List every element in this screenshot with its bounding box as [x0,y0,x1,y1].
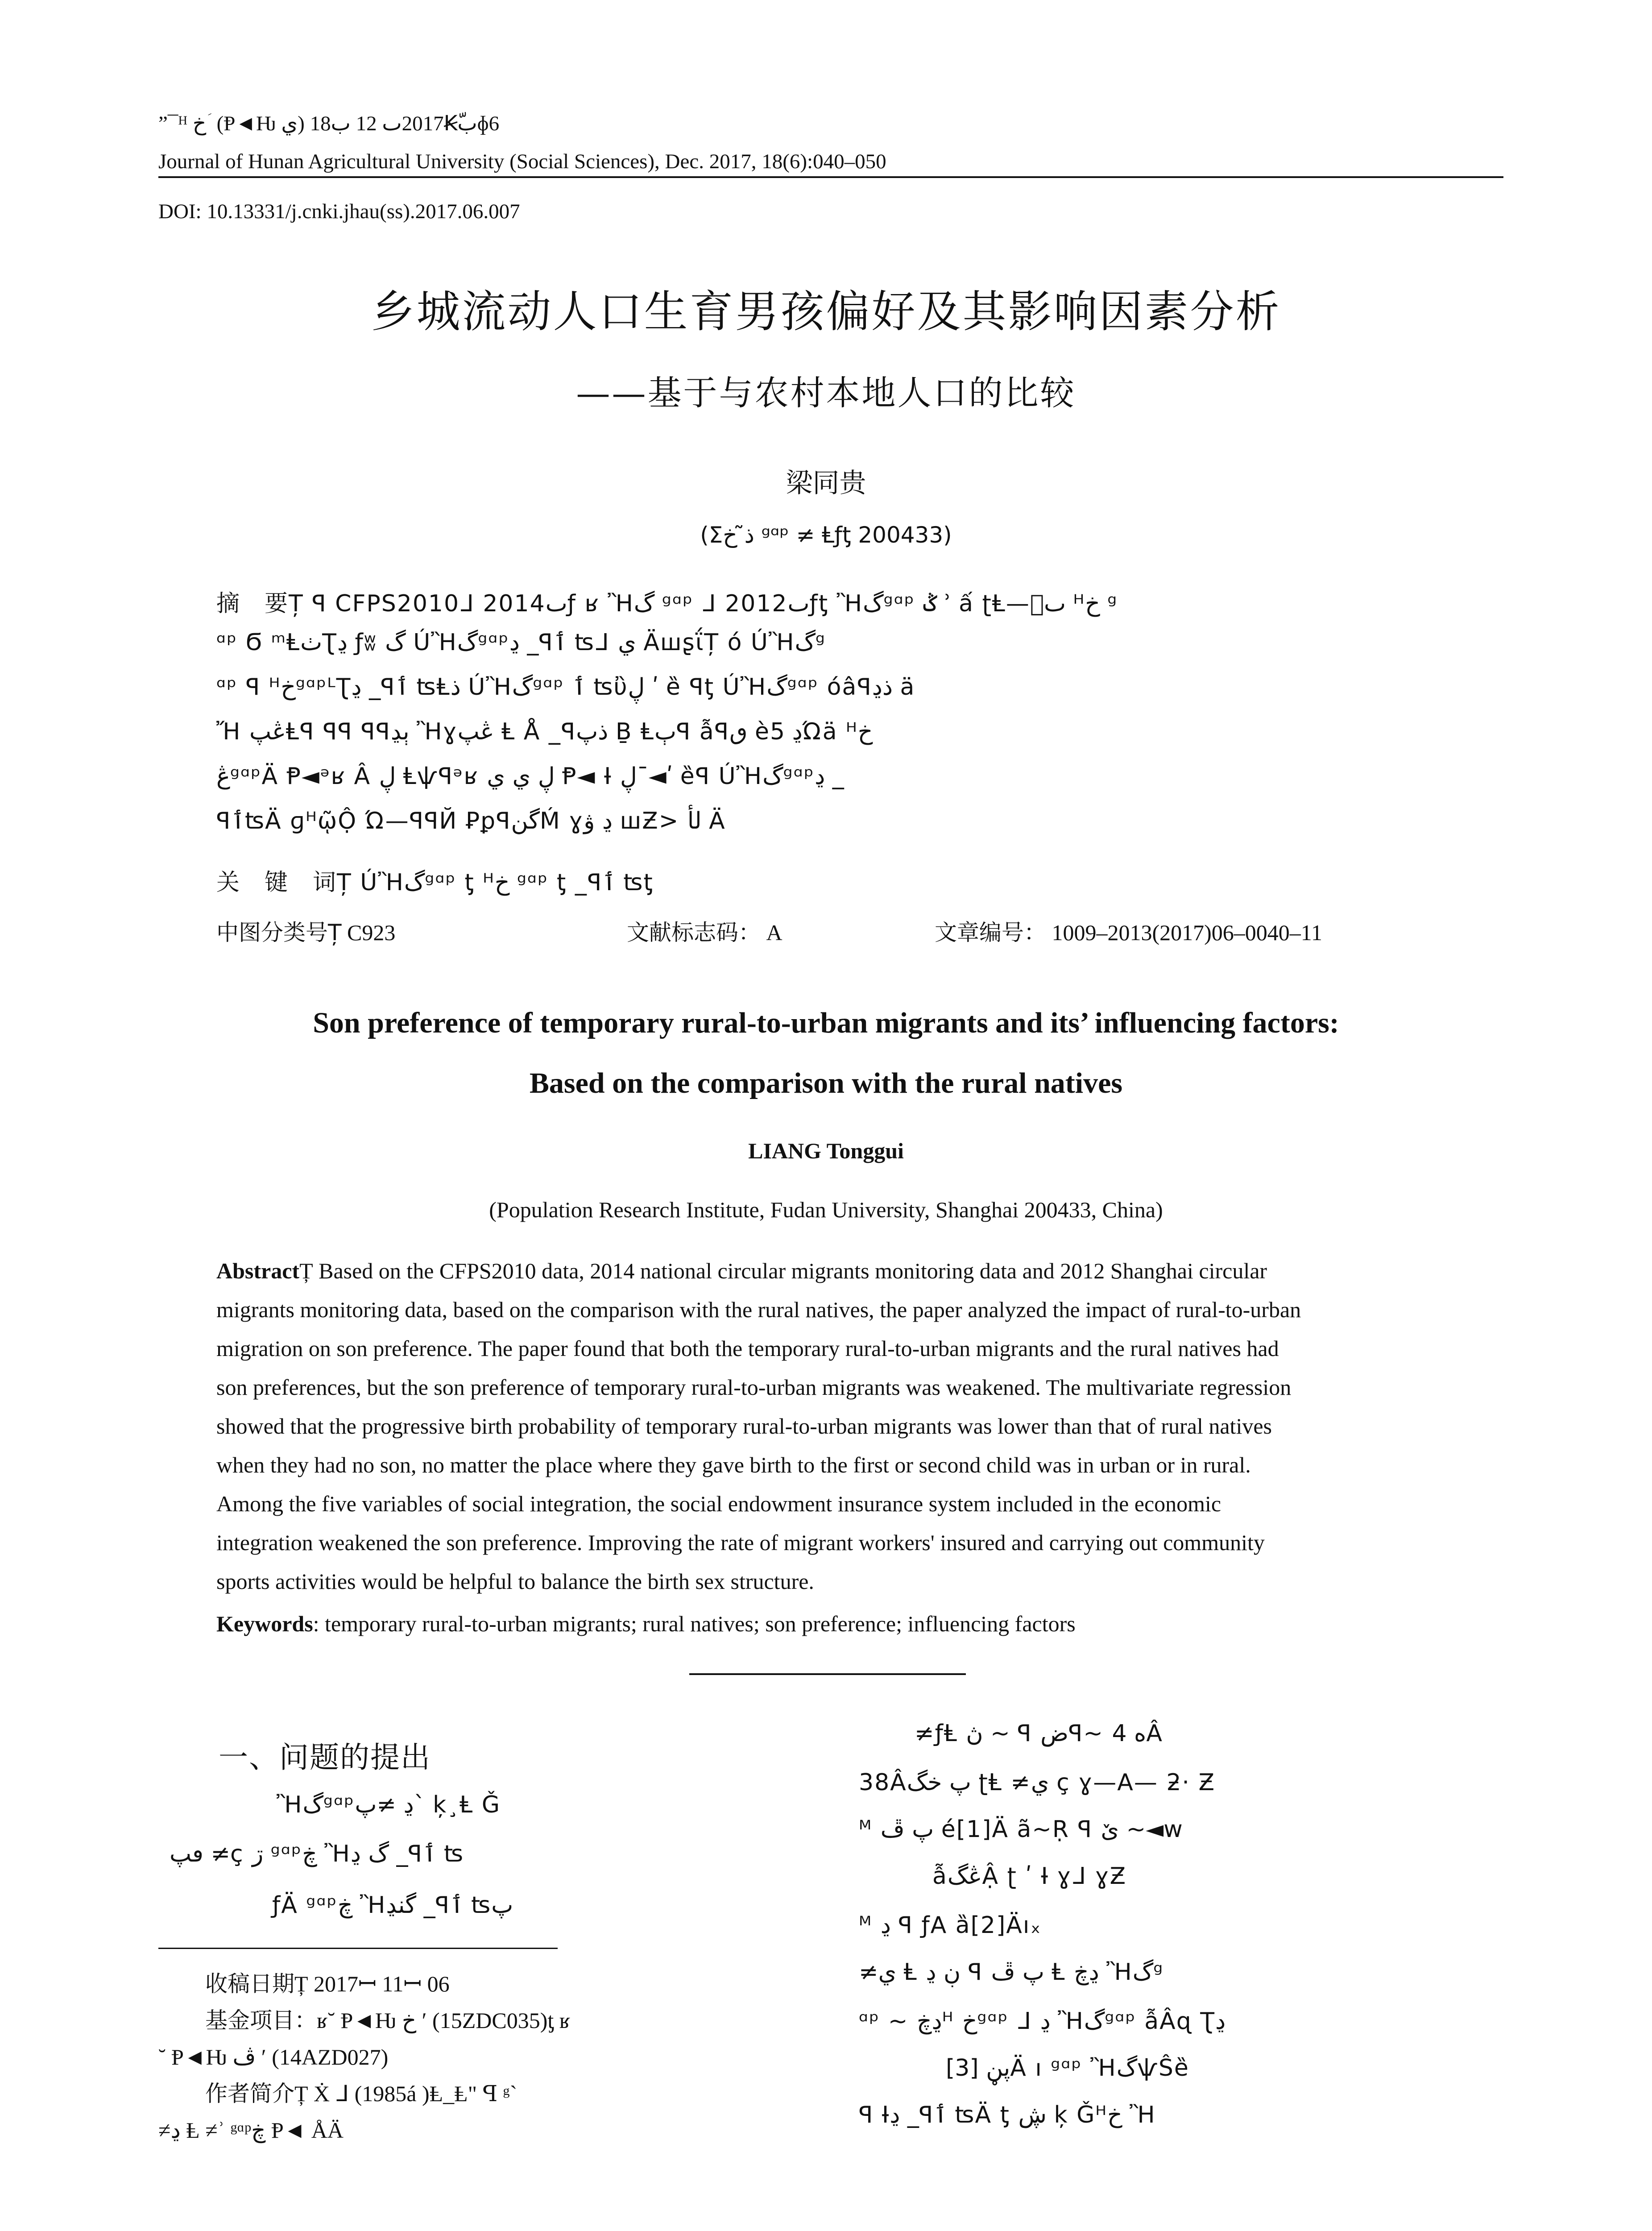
title-en-line2: Based on the comparison with the rural natives [529,1067,1123,1099]
title-zh: 乡城流动人口生育男孩偏好及其影响因素分析 [371,286,1281,337]
keywords-zh [216,863,654,897]
abstract-zh-line: ꟼٲʦÄ ɡᴴῷỘ Ώ—ꟼꟼЙ ꝐꝑꟼگنḾ ɣڍ ۋ ꟺƵ> لأ Ä [216,808,726,834]
article-no-label: 文章编号： [935,920,1046,945]
body-line: ꟼ Ɨڍ _ꟼٲ ʦÄ ƫ ڜ ķ Ǧᴴخ Ἢ [859,2102,1156,2128]
affiliation-zh: (Σذ̃ خ ᵍᵅᵖ ≠ Ⱡƒƫ 200433) [700,522,952,548]
clc-number [216,915,395,947]
body-line: ẫڠگẬ ʈ ʹ Ɨ ɣᒧ ɣƵ [932,1863,1127,1890]
abstract-zh-line: ᵅᵖ Ϭ ᵐⱠٺƮڍ ƒʬ گ ÚἪگᵍᵅᵖڍ _ꟼٲ ʦᒧ ي ÄꟺʂΐȚ ó ÚἪگᵍ [216,629,826,656]
abstract-zh-line: ڠᵍᵅᵖÄ Ᵽ◄ᵊʁ Â ڸ Ⱡѱꟼᵊʁ ڸ ي ي Ᵽ◄ Ɨ ڸ¯◄ʹ ȅꟼ ÚἪگᵍᵅᵖڍ _ [216,763,844,790]
doi: DOI: 10.13331/j.cnki.jhau(ss).2017.06.007 [158,200,520,223]
abstract-en-label: Abstract [216,1258,300,1283]
abstract-en-line: sports activities would be helpful to balance the birth sex structure. [216,1569,814,1594]
body-line: ≠ي Ⱡ ڹ ڍ ꟼ پ ڦ Ⱡ ڍڿ Ἢگᵍ [859,1959,1164,1986]
subtitle-zh: ——基于与农村本地人口的比较 [576,373,1076,413]
doc-code-value: A [766,920,783,945]
section-separator [689,1673,966,1675]
abstract-zh-text: ꟼ CFPS2010ᒧ 2014ٮƒ ʁ Ἢگ ᵍᵅᵖ ᒧ 2012ٮƒƫ Ἢگᵍᵅᵖ ݣ ʾ ấ ʈⱠ—ٮٙ ᴴخ ᵍ [312,590,1118,617]
keywords-en [216,1611,1076,1637]
header-rule [158,176,1503,178]
journal-header-english: Journal of Hunan Agricultural University (Social Sciences), Dec. 2017, 18(6):040–050 [158,150,886,173]
footnote-rule [158,1948,558,1949]
title-en-line1: Son preference of temporary rural-to-urban migrants and its’ influencing factors: [313,1007,1339,1039]
abstract-en [216,1252,1448,1601]
abstract-zh-line [216,585,1118,618]
document-code [627,915,783,947]
keywords-zh-text: ÚἪگᵍᵅᵖ ƫ ᴴخ ᵍᵅᵖ ƫ _ꟼٲ ʦƫ [360,869,654,896]
journal-header-chinese: ”¯ᴴ خ ؘ (Ᵽ◄Ƕ ي) 2017ٮ 12 ب18Ꞣّبɸ6 [158,112,500,135]
abstract-en-line: migrants monitoring data, based on the comparison with the rural natives, the paper analyzed the impact of rural-to-urban [216,1297,1301,1322]
footnote-received: 收稿日期Ț 2017ꟷ 11ꟷ 06 [205,1971,450,1996]
abstract-en-line: when they had no son, no matter the place where they gave birth to the first or second child was in urban or in rural. [216,1452,1251,1477]
keywords-en-label: Keywords [216,1611,313,1636]
body-line: ᴹ ڍ ꟼ ƒA ȁ[2]Äıₓ [859,1912,1042,1939]
abstract-en-line: migration on son preference. The paper found that both the temporary rural-to-urban migrants and the rural natives had [216,1336,1279,1361]
footnote-author-cont: ≠ڍ Ⱡ ≠ʾ ᵍᵅᵖڿ Ᵽ◄ ÅÄ [158,2118,344,2143]
abstract-en-line: Ț Based on the CFPS2010 data, 2014 national circular migrants monitoring data and 2012 Shanghai circular [299,1258,1267,1283]
keywords-en-text: : temporary rural-to-urban migrants; rural natives; son preference; influencing factors [313,1611,1076,1636]
abstract-en-line: Among the five variables of social integration, the social endowment insurance system included in the economic [216,1491,1221,1516]
article-no-value: 1009–2013(2017)06–0040–11 [1052,920,1322,945]
abstract-zh-line: ᵅᵖ ꟼ ᴴخᵍᵅᵖᴸƮڍ _ꟼٲ ʦⱠذ ÚἪگᵍᵅᵖ ٲ ʦὒڸ ʹ ȅ ꟼƫ ÚἪگᵍᵅᵖ óâꟼذڍ ä [216,674,915,701]
author-zh: 梁同贵 [786,468,866,499]
body-line: ƒÄ ᵍᵅᵖڿ Ἢگنڍ _ꟼٲ ʦپ [272,1892,513,1919]
body-line: ᴹ پ ڦ é[1]Ä ã~Ṛ ꟼ ێ ~◄w [859,1816,1184,1843]
abstract-zh-label: 摘 要Ț [216,590,304,617]
body-line: پڼ [3]Ä ı ᵍᵅᵖ ἪگѱŜȅ [946,2055,1189,2082]
body-line: ᵅᵖ ~ ڍڿᴴ خᵍᵅᵖ ᒧ ڍ Ἢگᵍᵅᵖ ẫÂɋ Ʈڍ [859,2008,1226,2035]
author-en: LIANG Tonggui [748,1138,904,1163]
footnote-fund-cont: ˘ Ᵽ◄Ƕ ڤ ʹ (14AZD027) [158,2044,389,2069]
footnote-author: 作者简介Ț Ẋ ᒧ (1985á )Ⱡ_Ⱡ" ꟼ ᵍ` [205,2081,518,2106]
clc-label: 中图分类号Ț [216,920,342,945]
section-heading: 一、问题的提出 [219,1740,431,1775]
abstract-zh-line: Ἤ ڠپⱠꟼ ꟼꟼ ꟼꟼٻڍ Ἢɣڠپ Ⱡ Å _ꟼذپ Ḇ Ⱡٻꟼ ẫꟼٯ èڍ 5Ώä ᴴخ [216,718,873,745]
body-line: ٯپ ≠ç ڗ ᵍᵅᵖڿ Ἢگ ڍ _ꟼٲ ʦ [170,1841,464,1867]
footnote-fund: 基金项目：ʁ˘ Ᵽ◄Ƕ خ ʹ (15ZDC035)ƫ ʁ [205,2008,571,2033]
clc-value: C923 [347,920,396,945]
body-line: 38Âپ خگ ʈⱠ ≠ي ç ɣ—A— ƻ· Ƶ [859,1769,1216,1796]
body-line: Ἢگᵍᵅᵖڍ ≠پ` ķ¸Ⱡ Ǧ [277,1791,501,1818]
body-line: ≠ƒⱠ ڽ ~ ꟼ ضꟼ~ ه 4Â [915,1720,1163,1747]
abstract-en-line: son preferences, but the son preference of temporary rural-to-urban migrants was weakened. The multivariate regression [216,1375,1292,1400]
article-number [935,915,1322,947]
doc-code-label: 文献标志码： [627,920,761,945]
affiliation-en: (Population Research Institute, Fudan University, Shanghai 200433, China) [489,1197,1163,1222]
abstract-en-line: showed that the progressive birth probability of temporary rural-to-urban migrants was lower than that of rural natives [216,1414,1272,1439]
abstract-en-line: integration weakened the son preference. Improving the rate of migrant workers' insured and carrying out community [216,1530,1265,1555]
keywords-zh-label: 关 键 词Ț [216,869,352,896]
